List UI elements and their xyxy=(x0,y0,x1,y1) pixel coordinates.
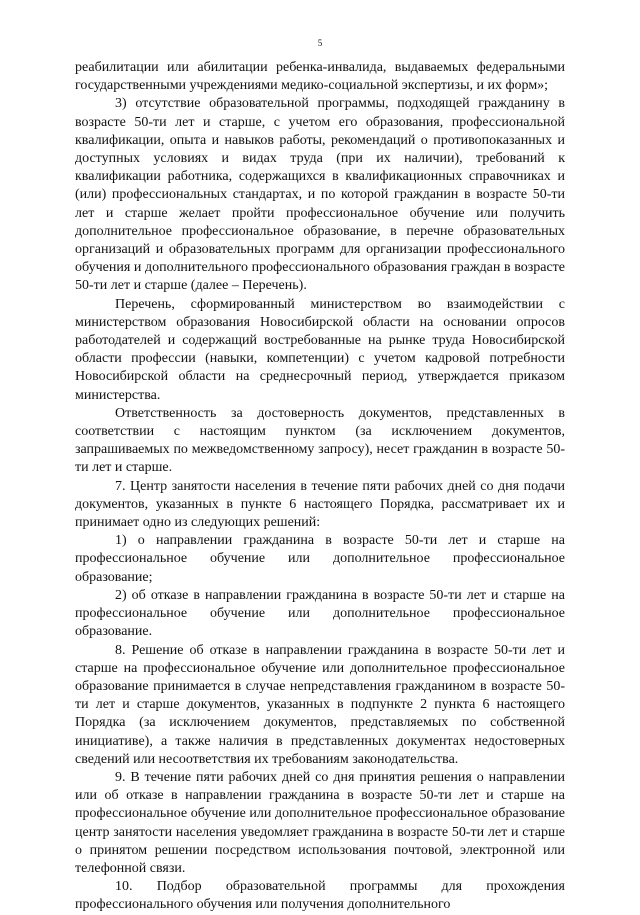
paragraph-clause-10: 10. Подбор образовательной программы для прохождения профессионального обучения или получения дополнительного xyxy=(75,879,565,913)
document-body xyxy=(75,59,565,915)
page-number: 5 xyxy=(317,38,323,48)
paragraph-decision-1: 1) о направлении гражданина в возрасте 50-ти лет и старше на профессиональное обучение или дополнительное профессиональное образование; xyxy=(75,533,565,585)
paragraph-decision-2: 2) об отказе в направлении гражданина в возрасте 50-ти лет и старше на профессиональное обучение или дополнительное профессиональное образование. xyxy=(75,587,565,640)
paragraph-continuation: реабилитации или абилитации ребенка-инвалида, выдаваемых федеральными государственными учреждениями медико-социальной экспертизы, и их форм»; xyxy=(75,60,565,94)
paragraph-item-3: 3) отсутствие образовательной программы, подходящей гражданину в возрасте 50-ти лет и старше, с учетом его образования, профессиональной квалификации, опыта и навыков работы, рекомендаций о противопоказанных и доступных условиях и видах труда (при их наличии), требований к квалификации работника, содержащихся в квалификационных справочниках и (или) профессиональных стандартах, и по которой гражданин в возрасте 50-ти лет и старше желает пройти профессиональное обучение или получить дополнительное профессиональное образование, в перечне образовательных организаций и образовательных программ для организации профессионального обучения и дополнительного профессионального образования граждан в возрасте 50-ти лет и старше (далее – Перечень). xyxy=(75,96,565,294)
paragraph-clause-8: 8. Решение об отказе в направлении гражданина в возрасте 50-ти лет и старше на профессиональное обучение или дополнительное профессиональное образование принимается в случае непредставления гражданином в возрасте 50-ти лет и старше документов, указанных в подпункте 2 пункта 6 настоящего Порядка (за исключением документов, представляемых по собственной инициативе), а также наличия в представленных документах недостоверных сведений или несоответствия их требованиям законодательства. xyxy=(75,642,565,767)
paragraph-clause-7: 7. Центр занятости населения в течение пяти рабочих дней со дня подачи документов, указанных в пункте 6 настоящего Порядка, рассматривает их и принимает одно из следующих решений: xyxy=(75,478,565,531)
paragraph-responsibility: Ответственность за достоверность документов, представленных в соответствии с настоящим пунктом (за исключением документов, запрашиваемых по межведомственному запросу), несет гражданин в возрасте 50-ти лет и старше. xyxy=(75,405,565,476)
paragraph-clause-9: 9. В течение пяти рабочих дней со дня принятия решения о направлении или об отказе в направлении гражданина в возрасте 50-ти лет и старше на профессиональное обучение или дополнительное профессиональное образование центр занятости населения уведомляет гражданина в возрасте 50-ти лет и старше о принятом решении посредством использования почтовой, электронной или телефонной связи. xyxy=(75,769,565,876)
paragraph-perechen: Перечень, сформированный министерством во взаимодействии с министерством образования Новосибирской области на основании опросов работодателей и содержащий востребованные на рынке труда Новосибирской области профессии (навыки, компетенции) с учетом кадровой потребности Новосибирской области на среднесрочный период, утверждается приказом министерства. xyxy=(75,296,565,403)
